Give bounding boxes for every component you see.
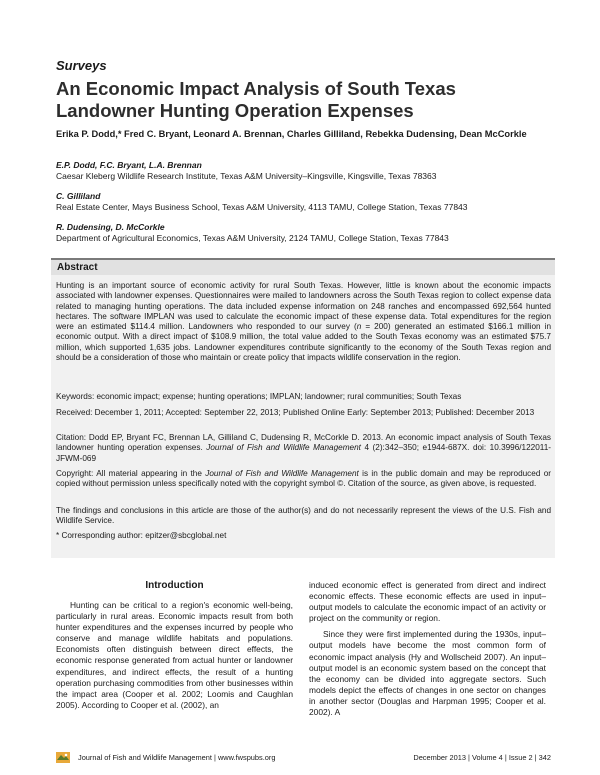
author-list: Erika P. Dodd,* Fred C. Bryant, Leonard A. Brennan, Charles Gilliland, Rebekka Dudensing, Dean McCorkle: [56, 129, 527, 139]
affiliation-address: Real Estate Center, Mays Business School, Texas A&M University, 4113 TAMU, College Station, Texas 77843: [56, 202, 468, 212]
copyright: Copyright: All material appearing in the Journal of Fish and Wildlife Management is in the public domain and may be reproduced or copied without permission unless specifically noted with the copyright symbol ©. Citation of the source, as given above, is requested.: [56, 469, 551, 489]
footer-journal: Journal of Fish and Wildlife Management | www.fwspubs.org: [78, 753, 276, 762]
footer-issue: December 2013 | Volume 4 | Issue 2 | 342: [413, 753, 551, 762]
citation: Citation: Dodd EP, Bryant FC, Brennan LA, Gilliland C, Dudensing R, McCorkle D. 2013. An economic impact analysis of South Texas landowner hunting operation expenses. Journal of Fish and Wildlife Management 4 (2):342–350; e1944-687X. doi: 10.3996/122011-JFWM-069: [56, 433, 551, 463]
section-label: Surveys: [56, 58, 107, 73]
disclaimer: The findings and conclusions in this article are those of the author(s) and do not necessarily represent the views of the U.S. Fish and Wildlife Service.: [56, 506, 551, 526]
right-column: [309, 580, 546, 723]
intro-paragraph: induced economic effect is generated from direct and indirect economic effects. These economic effects are used in input–output models to calculate the economic impact of an activity or project on the community or region.: [309, 580, 546, 624]
affiliation-2: [56, 191, 556, 213]
intro-paragraph: Since they were first implemented during the 1930s, input–output models have become the most common form of economic impact analysis (Hy and Wollscheid 2007). An input–output model is an economic system based on the concept that the economy can be divided into aggregate sectors. Such models depict the effects of changes in one sector on changes in another sector (Douglas and Harpman 1995; Cooper et al. 2002). A: [309, 629, 546, 718]
affiliation-address: Caesar Kleberg Wildlife Research Institute, Texas A&M University–Kingsville, Kingsville, Texas 78363: [56, 171, 437, 181]
affiliation-names: C. Gilliland: [56, 191, 101, 201]
corresponding-author: * Corresponding author: epitzer@sbcglobal.net: [56, 531, 227, 540]
received-dates: Received: December 1, 2011; Accepted: September 22, 2013; Published Online Early: September 2013; Published: December 2013: [56, 408, 535, 417]
left-column: [56, 600, 293, 716]
affiliation-names: R. Dudensing, D. McCorkle: [56, 222, 165, 232]
page-footer: [56, 753, 551, 765]
affiliation-3: [56, 222, 556, 244]
affiliation-names: E.P. Dodd, F.C. Bryant, L.A. Brennan: [56, 160, 202, 170]
fws-logo-icon: [56, 752, 70, 763]
abstract-heading: Abstract: [57, 262, 98, 273]
article-title: An Economic Impact Analysis of South Texas Landowner Hunting Operation Expenses: [56, 78, 456, 121]
intro-paragraph: Hunting can be critical to a region's economic well-being, particularly in rural areas. Economic impacts result from both hunter expenditures and the expenses incurred by people who conserve and manage wildlife habitats and populations. Economists often distinguish between direct effects, the economic response generated from actual hunter or landowner expenditures, and indirect effects, the result of a hunting operation purchasing commodities from other businesses within the impact area (Cooper et al. 2002; Loomis and Caughlan 2005). According to Cooper et al. (2002), an: [56, 600, 293, 710]
abstract-header: [51, 258, 555, 275]
affiliation-1: [56, 160, 556, 182]
keywords: Keywords: economic impact; expense; hunting operations; IMPLAN; landowner; rural communities; South Texas: [56, 392, 462, 401]
abstract-body: Hunting is an important source of economic activity for rural South Texas. However, little is known about the economic impacts associated with landowner expenses. Questionnaires were mailed to landowners across the South Texas region to collect expense data related to managing hunting operations. The data included expense information on 248 ranches and encompassed 692,564 hunted hectares. The software IMPLAN was used to calculate the economic impact of these expense data. Total expenditures for the region were an estimated $114.4 million. Landowners who responded to our survey (n = 200) generated an estimated $166.1 million in economic output. With a direct impact of $108.9 million, the total value added to the South Texas economy was an estimated $75.7 million, which supported 1,635 jobs. Landowner expenditures contribute significantly to the economy of the South Texas region and should be a consideration of those who maintain or create policy that impacts wildlife conservation in the region.: [56, 281, 552, 363]
introduction-heading: Introduction: [145, 580, 204, 591]
affiliation-address: Department of Agricultural Economics, Texas A&M University, 2124 TAMU, College Station, Texas 77843: [56, 233, 449, 243]
